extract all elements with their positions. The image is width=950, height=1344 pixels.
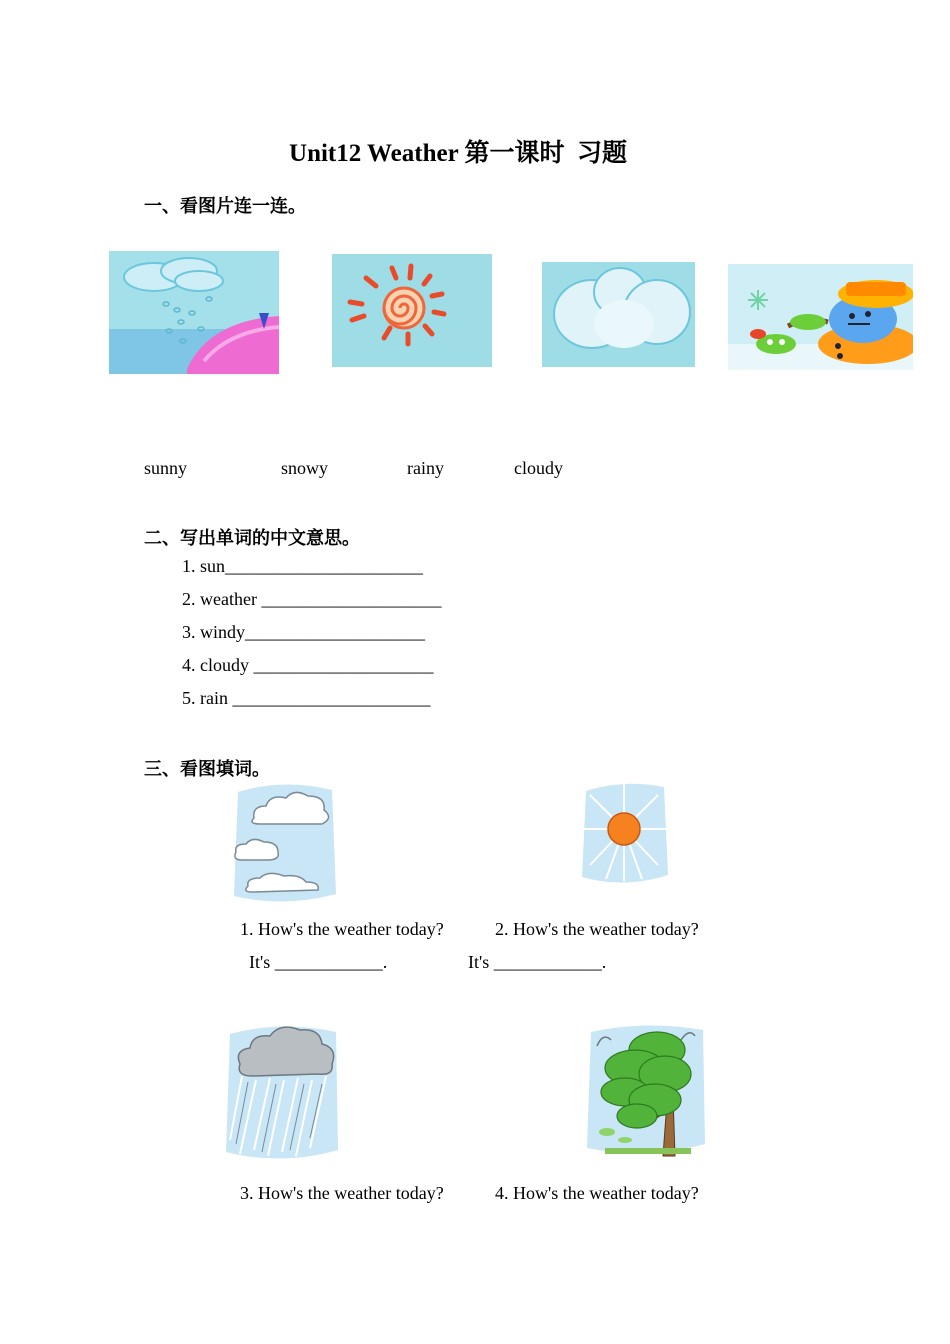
answer-blank-1: It's ____________. [249,952,388,972]
question-2: 2. How's the weather today? [495,919,699,939]
question-4: 4. How's the weather today? [495,1183,699,1203]
match-word-sunny: sunny [144,458,188,478]
question-3: 3. How's the weather today? [240,1183,444,1203]
vocab-item-windy: 3. windy____________________ [182,622,425,642]
answer-blank-2: It's ____________. [468,952,607,972]
clouds-picture [542,262,695,367]
windy-weather-picture [585,1022,707,1160]
cloudy-weather-picture [228,782,340,906]
page-title: Unit12 Weather 第一课时 习题 [289,140,627,167]
vocab-item-sun: 1. sun______________________ [182,556,424,576]
section1-heading: 一、看图片连一连。 [144,196,306,216]
match-word-snowy: snowy [281,458,329,478]
rainy-weather-picture [222,1020,342,1162]
snowman-picture [728,264,913,370]
question-1: 1. How's the weather today? [240,919,444,939]
match-word-cloudy: cloudy [514,458,563,478]
vocab-item-rain: 5. rain ______________________ [182,688,431,708]
sunny-weather-picture [578,781,670,885]
vocab-item-cloudy: 4. cloudy ____________________ [182,655,434,675]
section2-heading: 二、写出单词的中文意思。 [144,528,360,548]
match-word-rainy: rainy [407,458,444,478]
section3-heading: 三、看图填词。 [144,759,270,779]
sun-picture [332,254,492,367]
rain-umbrella-picture [109,251,279,374]
vocab-item-weather: 2. weather ____________________ [182,589,442,609]
